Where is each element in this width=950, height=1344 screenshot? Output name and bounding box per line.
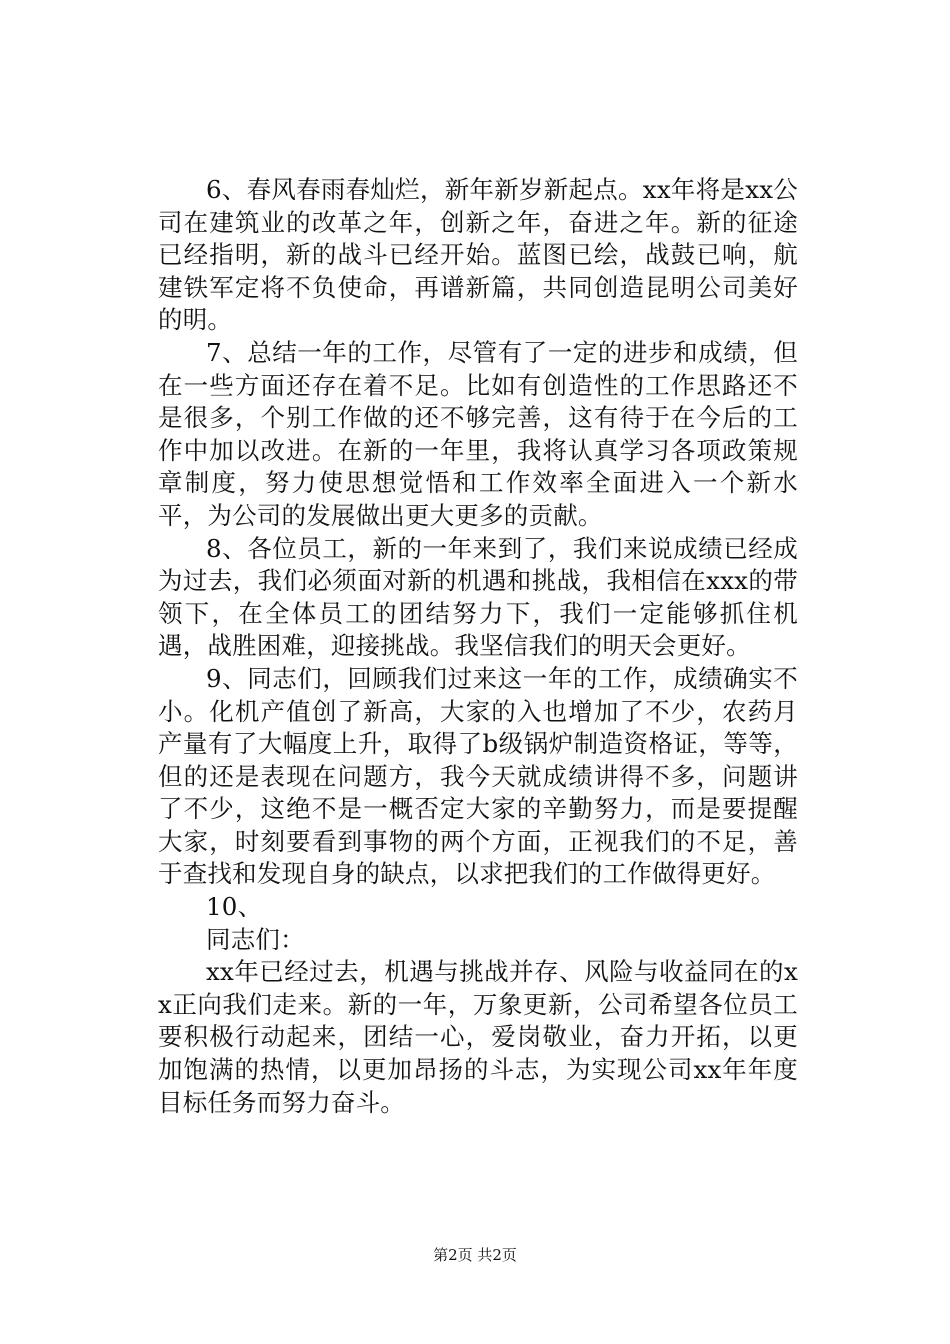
paragraph-7: 7、总结一年的工作，尽管有了一定的进步和成绩，但在一些方面还存在着不足。比如有创造性的工作思路还不是很多，个别工作做的还不够完善，这有待于在今后的工作中加以改进。在新的一年里，我将认真学习各项政策规章制度，努力使思想觉悟和工作效率全面进入一个新水平，为公司的发展做出更大更多的贡献。 <box>158 337 798 530</box>
page-number-label: 第2页 共2页 <box>433 1246 517 1264</box>
salutation: 同志们： <box>206 924 305 954</box>
paragraph-9: 9、同志们，回顾我们过来这一年的工作，成绩确实不小。化机产值创了新高，大家的入也增加了不少，农药月产量有了大幅度上升，取得了b级锅炉制造资格证，等等，但的还是表现在问题方，我今天就成绩讲得不多，问题讲了不少，这绝不是一概否定大家的辛勤努力，而是要提醒大家，时刻要看到事物的两个方面，正视我们的不足，善于查找和发现自身的缺点，以求把我们的工作做得更好。 <box>158 663 798 889</box>
document-body <box>158 174 798 1119</box>
paragraph-10-heading: 10、 <box>206 892 263 922</box>
paragraph-10-body: xx年已经过去，机遇与挑战并存、风险与收益同在的xx正向我们走来。新的一年，万象更新，公司希望各位员工要积极行动起来，团结一心，爱岗敬业，奋力开拓，以更加饱满的热情，以更加昂扬的斗志，为实现公司xx年年度目标任务而努力奋斗。 <box>158 957 798 1117</box>
page-footer <box>0 1245 950 1265</box>
paragraph-8: 8、各位员工，新的一年来到了，我们来说成绩已经成为过去，我们必须面对新的机遇和挑战，我相信在xxx的带领下，在全体员工的团结努力下，我们一定能够抓住机遇，战胜困难，迎接挑战。我坚信我们的明天会更好。 <box>158 533 798 661</box>
paragraph-6: 6、春风春雨春灿烂，新年新岁新起点。xx年将是xx公司在建筑业的改革之年，创新之年，奋进之年。新的征途已经指明，新的战斗已经开始。蓝图已绘，战鼓已响，航建铁军定将不负使命，再谱新篇，共同创造昆明公司美好的明。 <box>158 175 798 335</box>
